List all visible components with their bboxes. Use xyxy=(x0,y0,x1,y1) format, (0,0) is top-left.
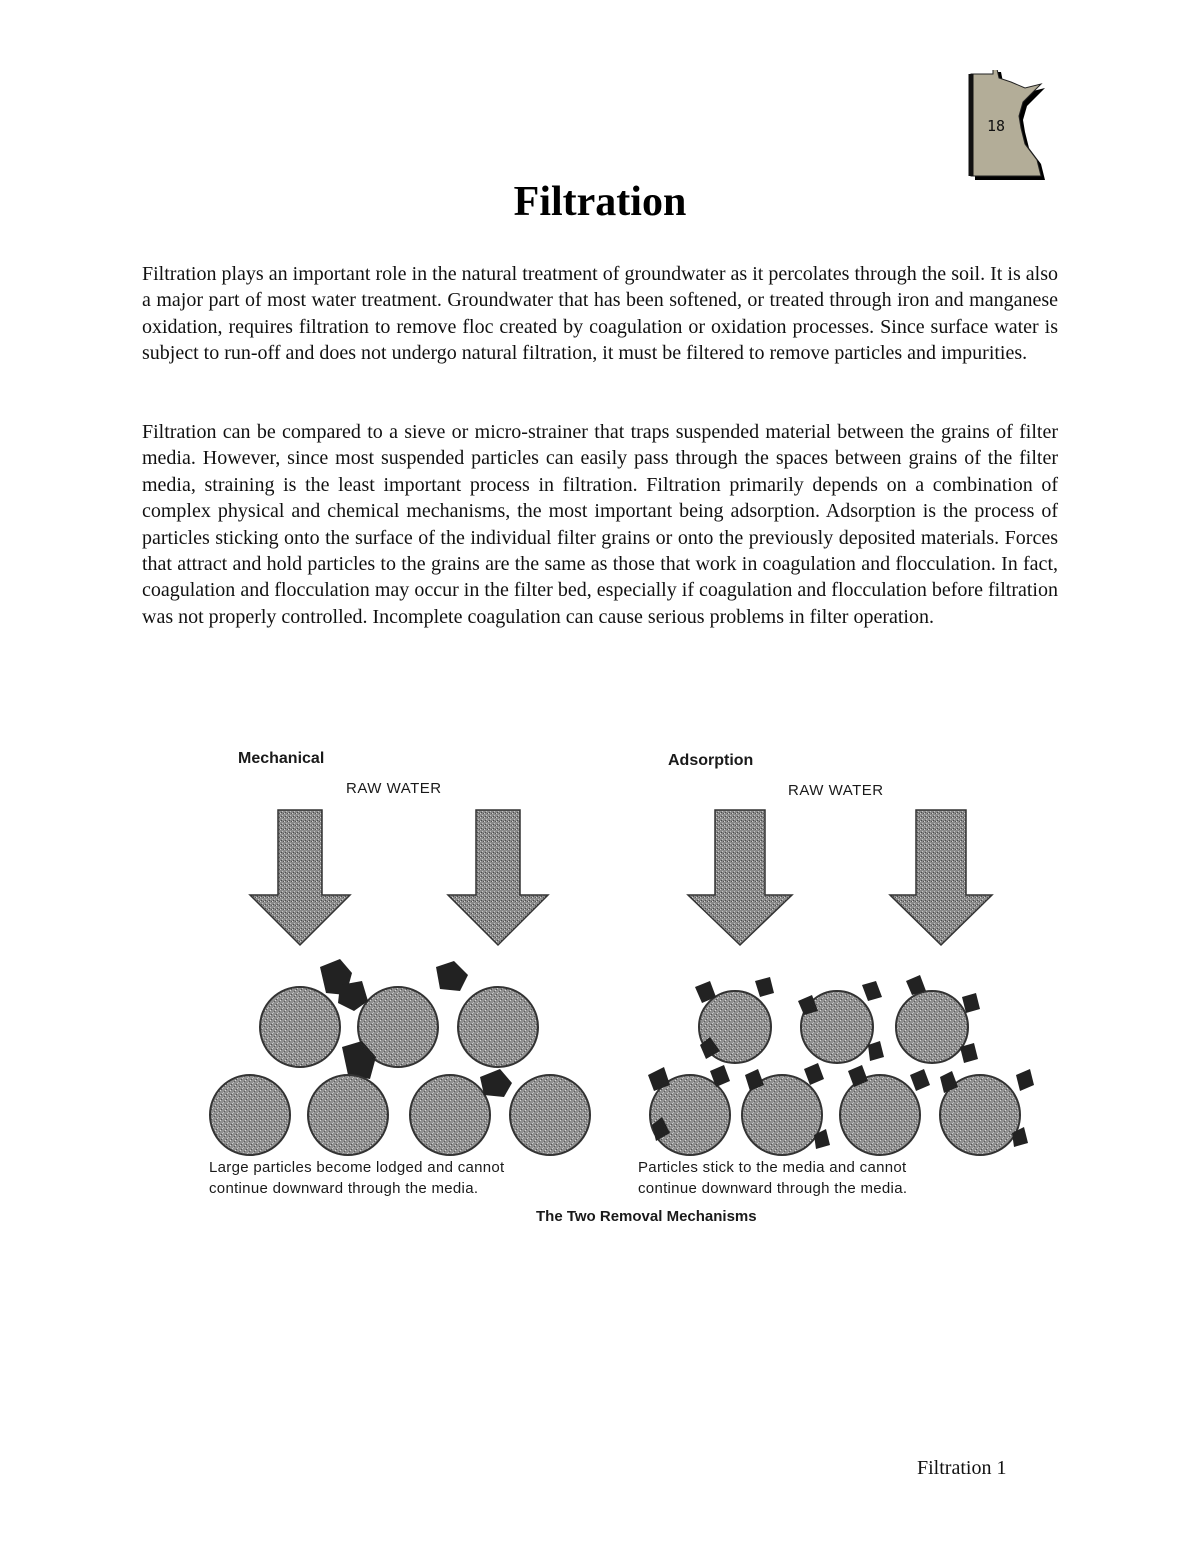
adsorption-filter-media xyxy=(648,975,1034,1155)
mechanical-raw-water-label: RAW WATER xyxy=(346,780,442,797)
intro-paragraph: Filtration plays an important role in the natural treatment of groundwater as it percolates through the soil. It is also a major part of most water treatment. Groundwater that has been softened, or treated through iron and manganese oxidation, requires filtration to remove floc created by coagulation or oxidation processes. Since surface water is subject to run-off and does not undergo natural filtration, it must be filtered to remove particles and impurities. xyxy=(142,263,1058,365)
figure-title: The Two Removal Mechanisms xyxy=(536,1208,757,1225)
mechanical-caption-line-2: continue downward through the media. xyxy=(209,1180,479,1197)
adsorption-raw-water-label: RAW WATER xyxy=(788,782,884,799)
adsorption-panel-title: Adsorption xyxy=(668,752,754,769)
raw-water-arrow-left-2 xyxy=(448,810,548,945)
page-badge-number: 18 xyxy=(987,117,1006,135)
body-paragraph: Filtration can be compared to a sieve or micro-strainer that traps suspended material between the grains of filter media. However, since most suspended particles can easily pass through the spaces between grains of the filter media, straining is the least important process in filtration. Filtration primarily depends on a combination of complex physical and chemical mechanisms, the most important being adsorption. Adsorption is the process of particles sticking onto the surface of the individual filter grains or onto the previously deposited materials. Forces that attract and hold particles to the grains are the same as those that work in coagulation and flocculation. In fact, coagulation and flocculation may occur in the filter bed, especially if coagulation and flocculation before filtration was not properly controlled. Incomplete coagulation can cause serious problems in filter operation. xyxy=(142,421,1058,628)
mechanical-caption-line-1: Large particles become lodged and cannot xyxy=(209,1159,505,1176)
raw-water-arrow-right-1 xyxy=(688,810,792,945)
page-footer: Filtration 1 xyxy=(917,1457,1007,1479)
mechanical-panel-title: Mechanical xyxy=(238,750,325,767)
mechanical-filter-media xyxy=(210,959,590,1155)
removal-mechanisms-figure xyxy=(200,745,1050,1235)
raw-water-arrow-right-2 xyxy=(890,810,992,945)
page-title: Filtration xyxy=(513,179,687,225)
adsorption-caption-line-2: continue downward through the media. xyxy=(638,1180,908,1197)
minnesota-state-icon xyxy=(955,70,1045,180)
adsorption-caption-line-1: Particles stick to the media and cannot xyxy=(638,1159,907,1176)
raw-water-arrow-left-1 xyxy=(250,810,350,945)
